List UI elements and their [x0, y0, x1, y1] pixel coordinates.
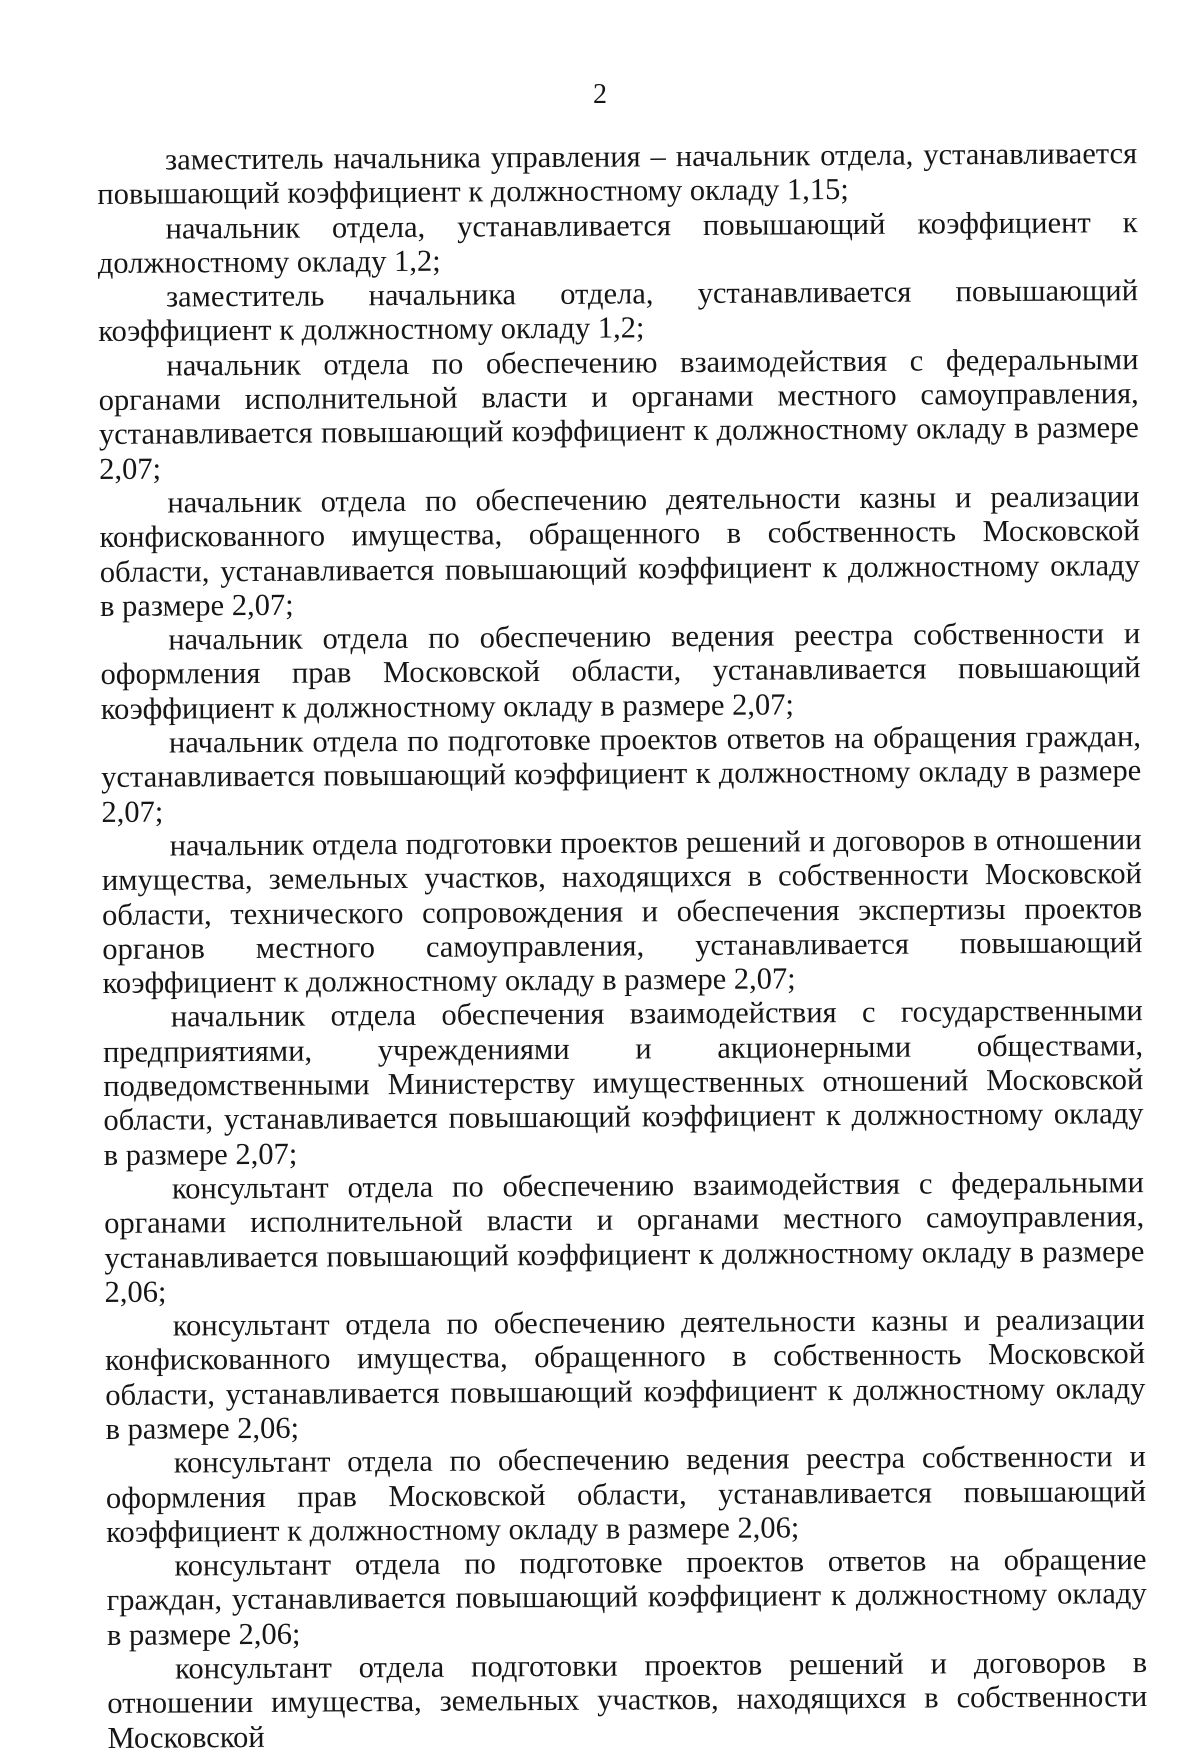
paragraph-head-property-registry: начальник отдела по обеспечению ведения реестра собственности и оформления прав Московской области, устанавливается повышающий коэффициент к должностному окладу в размере 2,07; — [100, 616, 1141, 726]
paragraph-head-treasury-activity: начальник отдела по обеспечению деятельности казны и реализации конфискованного имущества, обращенного в собственность Московской области, устанавливается повышающий коэффициент к должностному окладу в размере 2,07; — [99, 479, 1140, 623]
paragraph-head-state-enterprises: начальник отдела обеспечения взаимодействия с государственными предприятиями, учреждениями и акционерными обществами, подведомственными Министерству имущественных отношений Московской области, устанавливается повышающий коэффициент к должностному окладу в размере 2,07; — [102, 993, 1144, 1172]
paragraph-head-of-section: начальник отдела, устанавливается повышающий коэффициент к должностному окладу 1,2; — [97, 204, 1138, 280]
paragraph-consultant-citizen-appeals: консультант отдела по подготовке проектов ответов на обращение граждан, устанавливается повышающий коэффициент к должностному окладу в размере 2,06; — [106, 1542, 1147, 1652]
paragraph-consultant-treasury-activity: консультант отдела по обеспечению деятельности казны и реализации конфискованного имущества, обращенного в собственность Московской области, устанавливается повышающий коэффициент к должностному окладу в размере 2,06; — [104, 1302, 1146, 1446]
document-body — [97, 136, 1148, 1755]
paragraph-deputy-head-of-department: заместитель начальника управления – начальник отдела, устанавливается повышающий коэффициент к должностному окладу 1,15; — [97, 136, 1138, 212]
paragraph-consultant-federal-interaction: консультант отдела по обеспечению взаимодействия с федеральными органами исполнительной власти и органами местного самоуправления, устанавливается повышающий коэффициент к должностному окладу в размере 2,06; — [104, 1164, 1145, 1309]
paragraph-head-decisions-contracts: начальник отдела подготовки проектов решений и договоров в отношении имущества, земельных участков, находящихся в собственности Московской области, технического сопровождения и обеспечения экспертизы проектов органов местного самоуправления, устанавливается повышающий коэффициент к должностному окладу в размере 2,07; — [101, 822, 1143, 1001]
paragraph-deputy-head-of-section: заместитель начальника отдела, устанавливается повышающий коэффициент к должностному окладу 1,2; — [98, 273, 1139, 349]
paragraph-consultant-decisions-contracts: консультант отдела подготовки проектов решений и договоров в отношении имущества, земельных участков, находящихся в собственности Московской — [107, 1645, 1148, 1755]
paragraph-head-federal-interaction: начальник отдела по обеспечению взаимодействия с федеральными органами исполнительной власти и органами местного самоуправления, устанавливается повышающий коэффициент к должностному окладу в размере 2,07; — [98, 341, 1140, 486]
page-number: 2 — [593, 79, 607, 110]
paragraph-consultant-property-registry: консультант отдела по обеспечению ведения реестра собственности и оформления прав Московской области, устанавливается повышающий коэффициент к должностному окладу в размере 2,06; — [105, 1439, 1147, 1549]
paragraph-head-citizen-appeals: начальник отдела по подготовке проектов ответов на обращения граждан, устанавливается повышающий коэффициент к должностному окладу в размере 2,07; — [101, 719, 1142, 829]
